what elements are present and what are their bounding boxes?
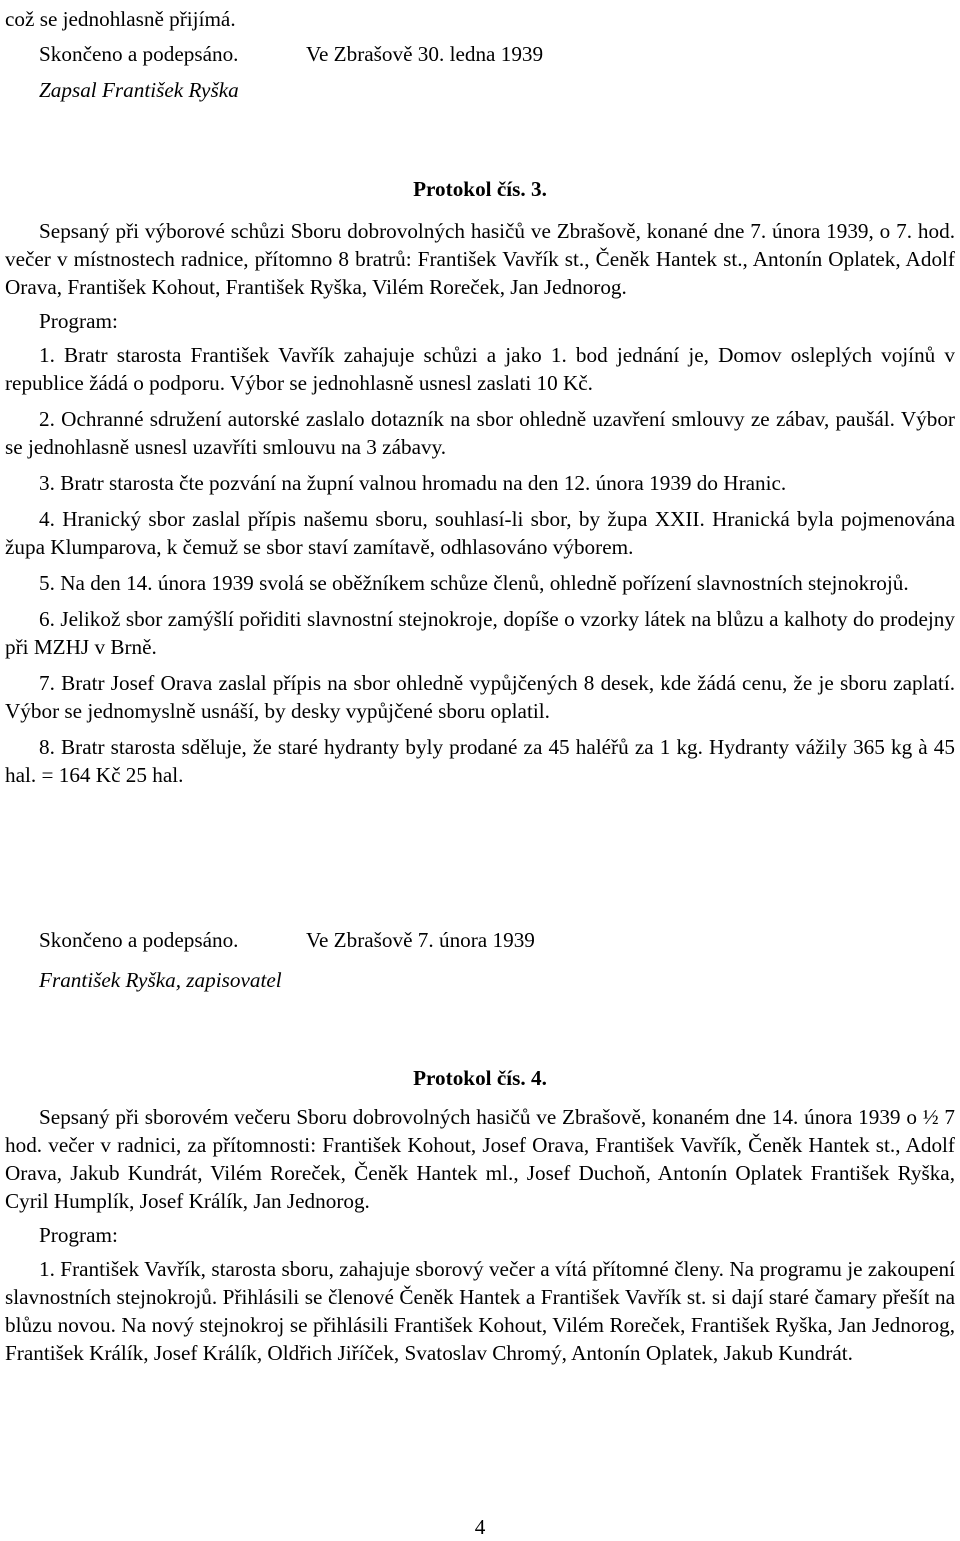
protocol-4-item-1: 1. František Vavřík, starosta sboru, zahajuje sborový večer a vítá přítomné členy. Na programu je zakoupení slavnostních stejnokrojů. Přihlásili se členové Čeněk Hantek a František Vavřík st. si dají staré čamary přešít na blůzu novou. Na nový stejnokroj se přihlásili František Kohout, Vilém Roreček, František Ryška, Jan Jednorog, František Králík, Josef Králík, Oldřich Jiříček, Svatoslav Chromý, Antonín Oplatek, Jakub Kundrát. (5, 1257, 955, 1365)
protocol-4-title: Protokol čís. 4. (413, 1066, 547, 1090)
continuation-line: což se jednohlasně přijímá. (5, 7, 236, 31)
protocol-4-intro: Sepsaný při sborovém večeru Sboru dobrovolných hasičů ve Zbrašově, konaném dne 14. února 1939 o ½ 7 hod. večer v radnici, za přítomnosti: František Kohout, Josef Orava, František Vavřík, Čeněk Hantek st., Adolf Orava, Jakub Kundrát, Vilém Roreček, Čeněk Hantek ml., Josef Duchoň, Antonín Oplatek František Ryška, Cyril Humplík, Josef Králík, Jan Jednorog. (5, 1105, 955, 1213)
protocol-3-item-2: 2. Ochranné sdružení autorské zaslalo dotazník na sbor ohledně uzavření smlouvy ze zábav, paušál. Výbor se jednohlasně usnesl uzavříti smlouvu na 3 zábavy. (5, 407, 955, 459)
protocol-4-body (5, 1103, 955, 1367)
protocol-3-item-1: 1. Bratr starosta František Vavřík zahajuje schůzi a jako 1. bod jednání je, Domov osleplých vojínů v republice žádá o podporu. Výbor se jednohlasně usnesl zaslati 10 Kč. (5, 343, 955, 395)
protocol-3-closing-signed-label: Skončeno a podepsáno. (39, 928, 239, 952)
protocol-3-program-label: Program: (39, 309, 118, 333)
protocol-4-program-label: Program: (39, 1223, 118, 1247)
closing-signed-label: Skončeno a podepsáno. (39, 42, 239, 66)
protocol-3-item-8: 8. Bratr starosta sděluje, že staré hydranty byly prodané za 45 haléřů za 1 kg. Hydranty vážily 365 kg à 45 hal. = 164 Kč 25 hal. (5, 735, 955, 787)
protocol-3-item-7: 7. Bratr Josef Orava zaslal přípis na sbor ohledně vypůjčených 8 desek, kde žádá cenu, že je sboru zaplatí. Výbor se jednomyslně usnáší, by desky vypůjčené sboru oplatil. (5, 671, 955, 723)
protocol-3-intro: Sepsaný při výborové schůzi Sboru dobrovolných hasičů ve Zbrašově, konané dne 7. února 1939, o 7. hod. večer v místnostech radnice, přítomno 8 bratrů: František Vavřík st., Čeněk Hantek st., Antonín Oplatek, Adolf Orava, František Kohout, František Ryška, Vilém Roreček, Jan Jednorog. (5, 219, 955, 299)
protocol-3-item-3: 3. Bratr starosta čte pozvání na župní valnou hromadu na den 12. února 1939 do Hranic. (39, 471, 787, 495)
protocol-3-item-6: 6. Jelikož sbor zamýšlí pořiditi slavnostní stejnokroje, dopíše o vzorky látek na blůzu a kalhoty do prodejny při MZHJ v Brně. (5, 607, 955, 659)
protocol-3-title: Protokol čís. 3. (413, 177, 547, 201)
protocol-3-signature: František Ryška, zapisovatel (39, 968, 282, 992)
signature-line: Zapsal František Ryška (39, 78, 239, 102)
protocol-3-body (5, 217, 955, 789)
protocol-3-item-5: 5. Na den 14. února 1939 svolá se oběžníkem schůze členů, ohledně pořízení slavnostních stejnokrojů. (39, 571, 909, 595)
page-number: 4 (474, 1515, 486, 1539)
protocol-3-closing-place-date: Ve Zbrašově 7. února 1939 (306, 928, 535, 952)
closing-place-date: Ve Zbrašově 30. ledna 1939 (306, 42, 544, 66)
protocol-3-item-4: 4. Hranický sbor zaslal přípis našemu sboru, souhlasí-li sbor, by župa XXII. Hranická byla pojmenována župa Klumparova, k čemuž se sbor staví zamítavě, odhlasováno výborem. (5, 507, 955, 559)
